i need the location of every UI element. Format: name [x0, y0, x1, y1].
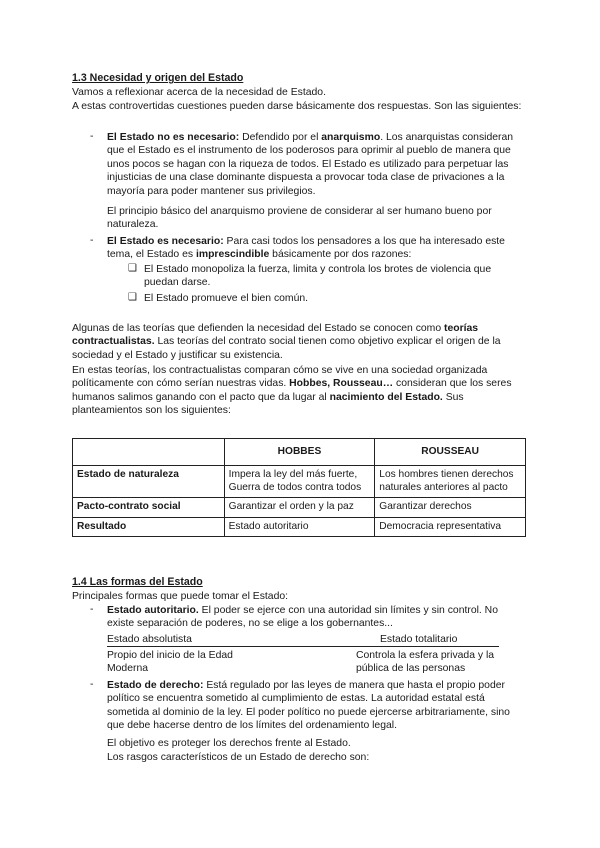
table-cell: Garantizar derechos: [375, 498, 526, 518]
column-divider-line: [107, 646, 499, 647]
bullet-lead: El Estado no es necesario:: [107, 132, 240, 143]
bullet-estado-autoritario: Estado autoritario. El poder se ejerce con una autoridad sin límites y sin control. No existe separación de poderes, no se elige a los gobernantes...: [107, 605, 498, 630]
dash-bullet-icon: -: [90, 235, 94, 246]
col-text-absolutista: Propio del inicio de la Edad Moderna: [107, 650, 233, 675]
table-cell: Democracia representativa: [375, 517, 526, 537]
paragraph-contractualistas: Algunas de las teorías que defienden la necesidad del Estado se conocen como teorías contractualistas. Las teorías del contrato social tienen como objetivo explicar el origen de la sociedad y el Estado y justificar su existencia.: [72, 323, 501, 361]
col-title-absolutista: Estado absolutista: [107, 634, 192, 645]
forms-intro: Principales formas que puede tomar el Estado:: [72, 591, 289, 602]
table-row: [73, 517, 526, 537]
comparison-table: [72, 438, 526, 537]
derecho-objective: El objetivo es proteger los derechos frente al Estado.: [107, 738, 351, 749]
col-title-totalitario: Estado totalitario: [380, 634, 458, 645]
table-header-empty: [73, 439, 225, 466]
table-header-row: [73, 439, 526, 466]
table-cell: Los hombres tienen derechos naturales anteriores al pacto: [375, 466, 526, 498]
dash-bullet-icon: -: [90, 679, 94, 690]
bullet-necesario: El Estado es necesario: Para casi todos los pensadores a los que ha interesado este tema, el Estado es imprescindible básicamente por dos razones:: [107, 236, 505, 261]
reason-1: El Estado monopoliza la fuerza, limita y controla los brotes de violencia que puedan darse.: [144, 264, 492, 289]
table-header-rousseau: ROUSSEAU: [375, 439, 526, 466]
section-heading-1-4: 1.4 Las formas del Estado: [72, 576, 203, 588]
dash-bullet-icon: -: [90, 131, 94, 142]
intro-line-2: A estas controvertidas cuestiones pueden darse básicamente dos respuestas. Son las siguientes:: [72, 101, 522, 112]
table-row-header: Estado de naturaleza: [73, 466, 225, 498]
derecho-traits-intro: Los rasgos característicos de un Estado de derecho son:: [107, 752, 370, 763]
checkbox-bullet-icon: ❑: [128, 292, 137, 303]
section-heading-1-3: 1.3 Necesidad y origen del Estado: [72, 72, 244, 84]
table-header-hobbes: HOBBES: [224, 439, 375, 466]
table-cell: Garantizar el orden y la paz: [224, 498, 375, 518]
table-row: [73, 466, 526, 498]
table-row-header: Pacto-contrato social: [73, 498, 225, 518]
dash-bullet-icon: -: [90, 604, 94, 615]
intro-line-1: Vamos a reflexionar acerca de la necesidad de Estado.: [72, 87, 326, 98]
paragraph-hobbes-rousseau: En estas teorías, los contractualistas comparan cómo se vive en una sociedad organizada políticamente con cómo serían nuestras vidas. Hobbes, Rousseau… consideran que los seres humanos salimos ganando con el pacto que da lugar al nacimiento del Estado. Sus planteamientos son los siguientes:: [72, 365, 512, 417]
table-cell: Impera la ley del más fuerte, Guerra de todos contra todos: [224, 466, 375, 498]
reason-2: El Estado promueve el bien común.: [144, 293, 309, 304]
col-text-totalitario: Controla la esfera privada y la pública de las personas: [356, 650, 495, 675]
checkbox-bullet-icon: ❑: [128, 263, 137, 274]
table-row: [73, 498, 526, 518]
bullet-estado-de-derecho: Estado de derecho: Está regulado por las leyes de manera que hasta el propio poder político se encuentra sometido al cumplimiento de estas. La autoridad estatal está sometida al dominio de la ley. El poder político no puede ejercerse arbitrariamente, sino que debe hacerse dentro de los límites del ordenamiento legal.: [107, 680, 510, 732]
table-row-header: Resultado: [73, 517, 225, 537]
bullet-no-necesario: El Estado no es necesario: Defendido por el anarquismo. Los anarquistas consideran que el Estado es el instrumento de los poderosos para oprimir al pueblo de manera que unos pocos se hagan con la riqueza de todos. El Estado es utilizado para perpetuar las injusticias de una clase dominante dispuesta a provocar toda clase de privaciones a la mayoría para poder mantener sus privilegios.: [107, 132, 514, 197]
anarquismo-principle: El principio básico del anarquismo proviene de considerar al ser humano bueno por naturaleza.: [107, 206, 492, 231]
table-cell: Estado autoritario: [224, 517, 375, 537]
